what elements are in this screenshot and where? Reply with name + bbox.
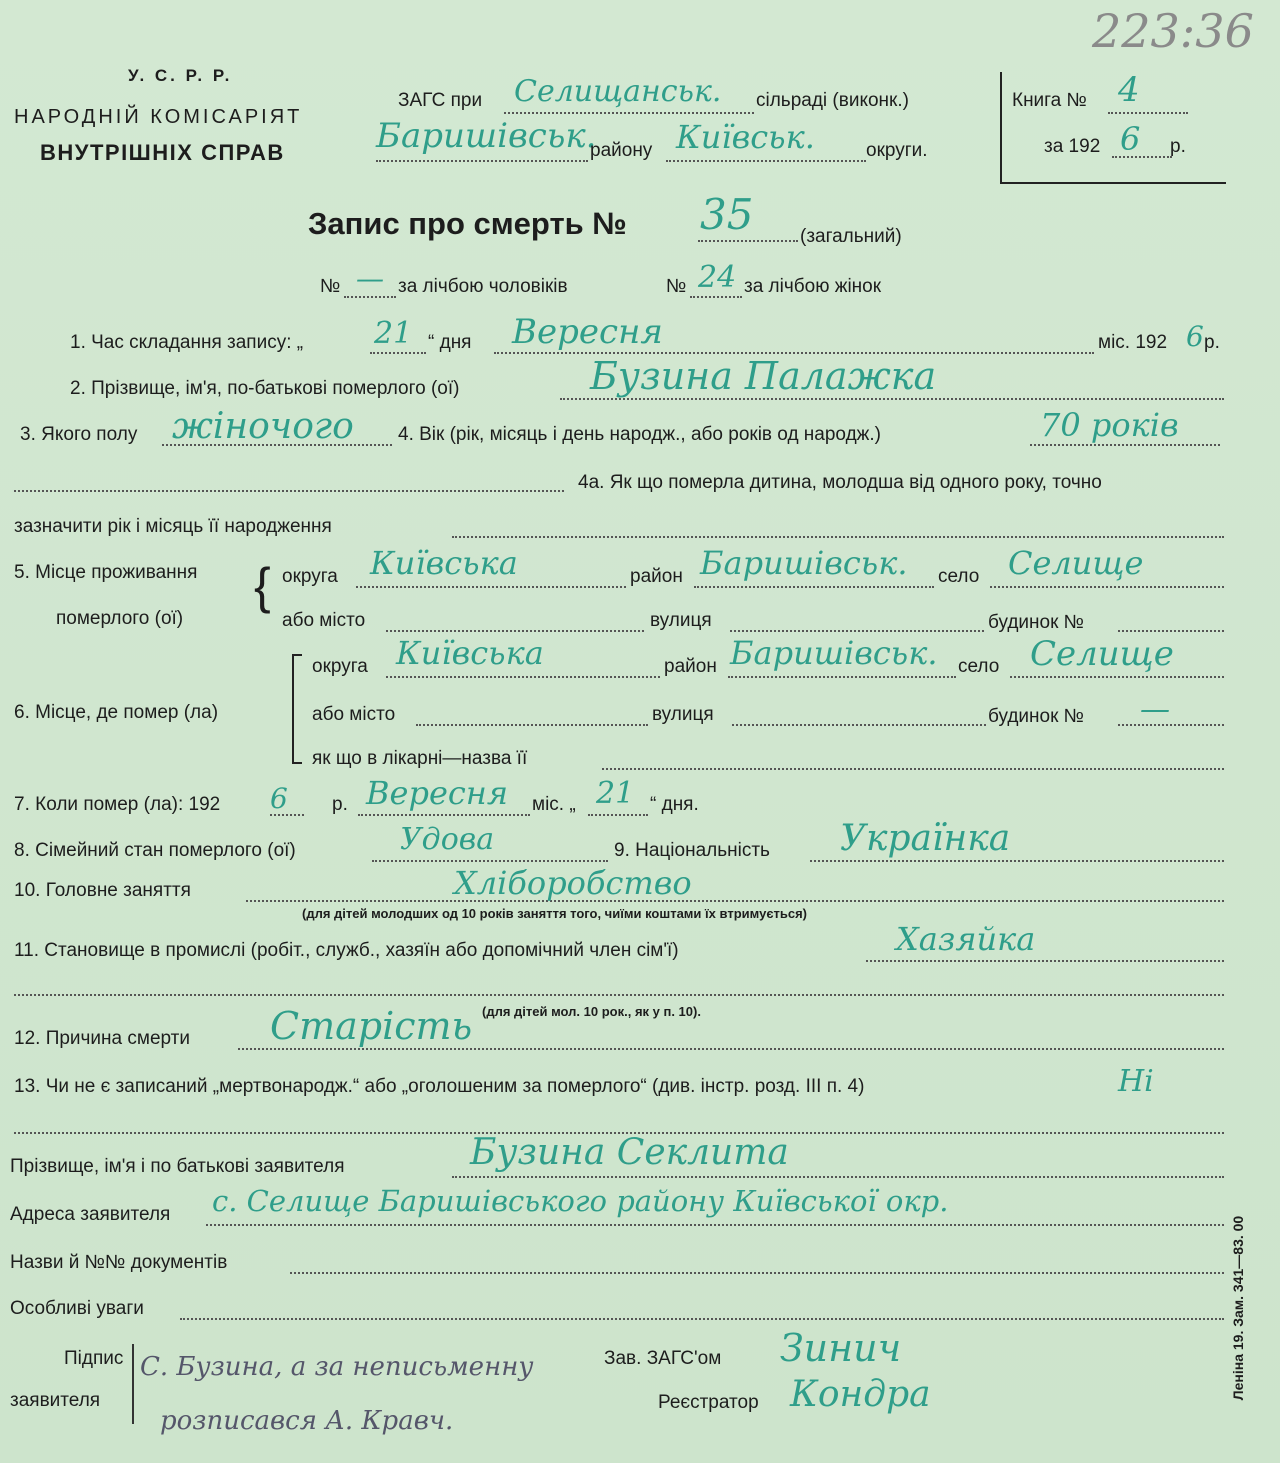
women-prefix: № [666, 276, 687, 297]
f7-year: 6 [270, 782, 288, 815]
f5-misto-label: або місто [282, 610, 366, 631]
sign-label-1: Підпис [64, 1348, 124, 1369]
f5-selo-label: село [938, 566, 980, 587]
applicant-signature-line2: розписався А. Кравч. [160, 1406, 454, 1436]
district-value: Баришівськ. [376, 116, 597, 156]
f9-value: Українка [840, 818, 1011, 859]
commissariat-line2: ВНУТРІШНІХ СПРАВ [40, 140, 285, 165]
f5-label1: 5. Місце проживання [14, 562, 198, 583]
head-signature: Зинич [780, 1326, 902, 1370]
zags-prefix: ЗАГС при [398, 90, 483, 111]
f5-budynok-label: будинок № [988, 612, 1085, 633]
commissariat-line1: НАРОДНІЙ КОМІСАРІЯТ [14, 106, 303, 128]
f1-year: 6 [1186, 320, 1204, 353]
f6-budynok-value: — [1140, 692, 1170, 727]
f5-raion-value: Баришівськ. [700, 544, 908, 582]
f6-selo-value: Селище [1030, 634, 1174, 674]
f12-label: 12. Причина смерти [14, 1028, 190, 1049]
f6-bracket [292, 654, 302, 764]
f1-suffix: міс. 192 [1098, 332, 1168, 353]
f7-label: 7. Коли помер (ла): 192 [14, 794, 221, 815]
f4-value: 70 років [1040, 406, 1179, 444]
archive-number: 223:36 [1092, 4, 1254, 58]
f8-value: Удова [400, 822, 495, 857]
printer-mark: Леніна 19. Зам. 341—83. 00 [1230, 1215, 1247, 1401]
men-label: за лічбою чоловіків [398, 276, 568, 297]
applicant-name-label: Прізвище, ім'я і по батькові заявителя [10, 1156, 345, 1177]
applicant-signature-line1: С. Бузина, а за неписьменну [140, 1352, 534, 1382]
applicant-name-value: Бузина Секлита [470, 1132, 789, 1173]
f2-value: Бузина Палажка [590, 354, 937, 398]
f5-brace: { [254, 558, 271, 614]
year-suffix: р. [1170, 136, 1186, 157]
f5-selo-value: Селище [1008, 544, 1144, 582]
f6-raion-label: район [664, 656, 717, 677]
okruha-value: Київськ. [676, 118, 815, 156]
men-prefix: № [320, 276, 341, 297]
registrar-signature: Кондра [790, 1374, 931, 1415]
f11-value: Хазяйка [896, 920, 1036, 958]
head-label: Зав. ЗАГС'ом [604, 1348, 722, 1369]
sign-label-2: заявителя [10, 1390, 101, 1411]
year-digit: 6 [1120, 120, 1141, 158]
record-title: Запис про смерть № [308, 206, 627, 241]
book-label: Книга № [1012, 90, 1087, 111]
f6-okruha-label: округа [312, 656, 368, 677]
f6-selo-label: село [958, 656, 1000, 677]
f6-raion-value: Баришівськ. [730, 634, 938, 672]
f10-note: (для дітей молодших од 10 років заняття того, чиїми коштами їх втримується) [302, 906, 808, 921]
zags-village-value: Селищанськ. [514, 74, 722, 109]
zags-suffix: сільраді (виконк.) [756, 90, 909, 111]
book-number: 4 [1118, 70, 1140, 110]
women-label: за лічбою жінок [744, 276, 882, 297]
f6-label: 6. Місце, де помер (ла) [14, 702, 219, 723]
notes-label: Особливі уваги [10, 1298, 144, 1319]
f6-budynok-label: будинок № [988, 706, 1085, 727]
f8-label: 8. Сімейний стан померлого (ої) [14, 840, 296, 861]
f12-value: Старість [270, 1004, 473, 1048]
applicant-address-value: с. Селище Баришівського району Київської окр. [212, 1184, 949, 1218]
f7-month: Вересня [366, 774, 509, 812]
f7-day: 21 [596, 776, 635, 811]
f4-label: 4. Вік (рік, місяць і день народж., або років од народж.) [398, 424, 881, 445]
book-box [1000, 72, 1226, 184]
general-label: (загальний) [800, 226, 902, 247]
f5-vulytsia-label: вулиця [650, 610, 712, 631]
f1-label: 1. Час складання запису: „ [70, 332, 304, 353]
f11-note: (для дітей мол. 10 рок., як у п. 10). [482, 1004, 701, 1019]
f4a-label: 4а. Як що померла дитина, молодша від одного року, точно [578, 472, 1102, 493]
f5-raion-label: район [630, 566, 683, 587]
f7-mis: міс. „ [532, 794, 576, 815]
f1-end: р. [1204, 332, 1220, 353]
f3-label: 3. Якого полу [20, 424, 138, 445]
f5-okruha-label: округа [282, 566, 338, 587]
f6-hospital-label: як що в лікарні—назва її [312, 748, 528, 769]
f13-label: 13. Чи не є записаний „мертвонародж.“ або „оголошеним за померлого“ (див. інстр. розд. III п. 4) [14, 1076, 865, 1097]
district-suffix: району [590, 140, 653, 161]
f10-value: Хліборобство [454, 864, 692, 902]
documents-label: Назви й №№ документів [10, 1252, 228, 1273]
okruha-suffix: округи. [866, 140, 928, 161]
women-count: 24 [698, 260, 737, 295]
applicant-address-label: Адреса заявителя [10, 1204, 171, 1225]
f6-misto-label: або місто [312, 704, 396, 725]
f7-end: “ дня. [650, 794, 699, 815]
f1-mid: “ дня [428, 332, 472, 353]
f6-vulytsia-label: вулиця [652, 704, 714, 725]
f1-month: Вересня [512, 312, 663, 352]
f3-value: жіночого [172, 406, 354, 447]
f4a-label2: зазначити рік і місяць її народження [14, 516, 332, 537]
f5-okruha-value: Київська [370, 544, 518, 582]
registrar-label: Реєстратор [658, 1392, 759, 1413]
f13-value: Ні [1118, 1064, 1154, 1099]
republic-label: У. С. Р. Р. [128, 66, 233, 85]
f9-label: 9. Національність [614, 840, 770, 861]
f1-day: 21 [374, 316, 413, 351]
year-prefix: за 192 [1044, 136, 1101, 157]
record-number: 35 [700, 190, 754, 239]
men-count: — [356, 262, 384, 295]
f6-okruha-value: Київська [396, 634, 544, 672]
f7-r: р. [332, 794, 348, 815]
f2-label: 2. Прізвище, ім'я, по-батькові померлого (ої) [70, 378, 460, 399]
f5-label2: померлого (ої) [56, 608, 184, 629]
f10-label: 10. Головне заняття [14, 880, 191, 901]
f11-label: 11. Становище в промислі (робіт., служб., хазяїн або допомічний член сім'ї) [14, 940, 679, 961]
